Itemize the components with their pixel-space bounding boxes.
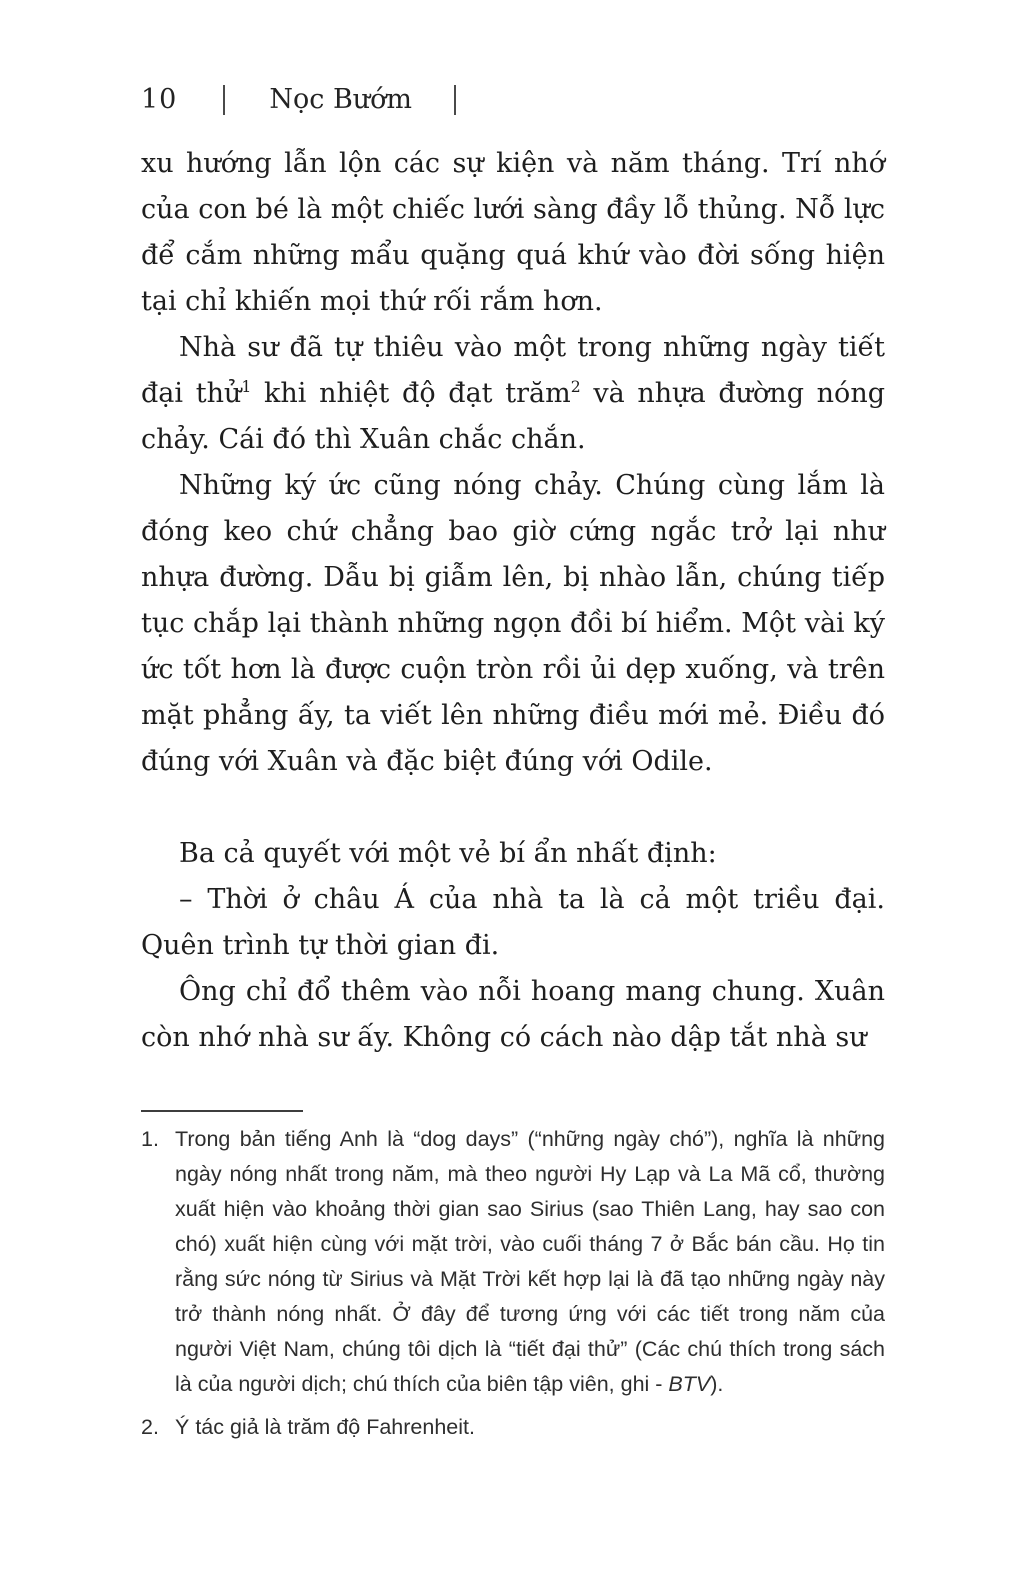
text-run: – Thời ở châu Á của nhà ta là cả một triều đại. Quên trình tự thời gian đi.	[141, 884, 885, 961]
footnote-ref: 1	[241, 377, 252, 396]
body-text	[141, 141, 885, 1061]
text-run: Nhà sư đã tự thiêu vào một trong những ngày tiết đại thử	[141, 332, 885, 409]
paragraph-2	[141, 325, 885, 463]
text-run: Ông chỉ đổ thêm vào nỗi hoang mang chung. Xuân còn nhớ nhà sư ấy. Không có cách nào dập tắt nhà sư	[141, 976, 885, 1053]
italic-text: BTV	[668, 1372, 711, 1396]
text-run: khi nhiệt độ đạt trăm	[251, 378, 571, 409]
footnote-number: 1.	[141, 1127, 159, 1151]
footnote-number: 2.	[141, 1415, 159, 1439]
footnote-ref: 2	[570, 377, 581, 396]
paragraph-4	[141, 831, 885, 877]
text-run: ).	[710, 1372, 724, 1396]
text-run: Trong bản tiếng Anh là “dog days” (“những ngày chó”), nghĩa là những ngày nóng nhất trong năm, mà theo người Hy Lạp và La Mã cổ, thường xuất hiện vào khoảng thời gian sao Sirius (sao Thiên Lang, hay sao con chó) xuất hiện cùng với mặt trời, vào cuối tháng 7 ở Bắc bán cầu. Họ tin rằng sức nóng từ Sirius và Mặt Trời kết hợp lại là đã tạo những ngày này trở thành nóng nhất. Ở đây để tương ứng với các tiết trong năm của người Việt Nam, chúng tôi dịch là “tiết đại thử” (Các chú thích trong sách là của người dịch; chú thích của biên tập viên, ghi -	[175, 1127, 885, 1396]
footnote-text	[175, 1410, 885, 1445]
running-header	[141, 84, 885, 115]
paragraph-5	[141, 877, 885, 969]
text-run: Ý tác giả là trăm độ Fahrenheit.	[175, 1415, 475, 1439]
page-number: 10	[141, 84, 178, 115]
text-run: Ba cả quyết với một vẻ bí ẩn nhất định:	[179, 838, 717, 869]
text-run: xu hướng lẫn lộn các sự kiện và năm tháng. Trí nhớ của con bé là một chiếc lưới sàng đầy lỗ thủng. Nỗ lực để cắm những mẩu quặng quá khứ vào đời sống hiện tại chỉ khiến mọi thứ rối rắm hơn.	[141, 148, 885, 317]
footnote-item-2	[141, 1410, 885, 1445]
paragraph-6	[141, 969, 885, 1061]
footnote-item-1	[141, 1122, 885, 1402]
book-title: Nọc Bướm	[269, 84, 413, 115]
text-run: Những ký ức cũng nóng chảy. Chúng cùng lắm là đóng keo chứ chẳng bao giờ cứng ngắc trở lại như nhựa đường. Dẫu bị giẫm lên, bị nhào lẫn, chúng tiếp tục chắp lại thành những ngọn đồi bí hiểm. Một vài ký ức tốt hơn là được cuộn tròn rồi ủi dẹp xuống, và trên mặt phẳng ấy, ta viết lên những điều mới mẻ. Điều đó đúng với Xuân và đặc biệt đúng với Odile.	[141, 470, 885, 777]
header-divider-left	[223, 85, 225, 115]
paragraph-3	[141, 463, 885, 785]
text-run: và nhựa đường nóng chảy. Cái đó thì Xuân chắc chắn.	[141, 378, 885, 455]
header-divider-right	[454, 85, 456, 115]
footnote-list	[141, 1122, 885, 1445]
footnote-divider	[141, 1110, 303, 1112]
paragraph-1	[141, 141, 885, 325]
footnote-section	[141, 1098, 885, 1445]
footnote-text	[175, 1122, 885, 1402]
